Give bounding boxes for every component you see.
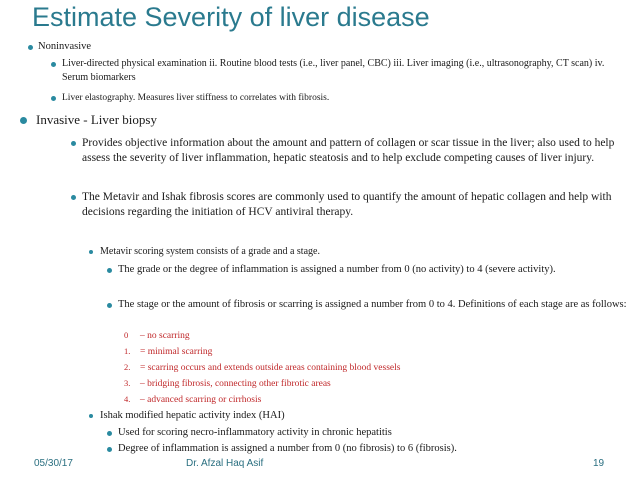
- bullet-dot-icon: [89, 414, 93, 418]
- noninvasive-item-1-text: Liver-directed physical examination ii. Routine blood tests (i.e., liver panel, CBC) iii. Liver imaging (i.e., ultrasonography, CT scan) iv. Serum biomarkers: [62, 58, 605, 83]
- stage-4-text: – advanced scarring or cirrhosis: [140, 395, 262, 405]
- stage-3-number: 3.: [124, 378, 131, 388]
- stage-2-text: = scarring occurs and extends outside areas containing blood vessels: [140, 363, 401, 373]
- ishak-item-2-text: Degree of inflammation is assigned a number from 0 (no fibrosis) to 6 (fibrosis).: [118, 443, 457, 454]
- noninvasive-item-1: [62, 57, 622, 85]
- bullet-invasive: [36, 112, 157, 128]
- ishak-heading: Ishak modified hepatic activity index (HAI): [100, 410, 285, 421]
- ishak-item-1-text: Used for scoring necro-inflammatory activity in chronic hepatitis: [118, 427, 392, 438]
- invasive-item-2: [82, 190, 622, 220]
- invasive-item-1: [82, 136, 627, 166]
- stage-1-text: = minimal scarring: [140, 347, 213, 357]
- metavir-stage: [118, 298, 628, 312]
- ishak-heading-item: [100, 409, 285, 423]
- metavir-heading: Metavir scoring system consists of a grade and a stage.: [100, 246, 320, 257]
- stage-0-text: – no scarring: [140, 331, 190, 341]
- noninvasive-heading: Noninvasive: [38, 41, 92, 52]
- invasive-item-2-text: The Metavir and Ishak fibrosis scores are commonly used to quantify the amount of hepatic collagen and help with decisions regarding the initiation of HCV antiviral therapy.: [82, 191, 612, 218]
- ishak-item-1: [118, 426, 628, 440]
- stage-0-number: 0: [124, 330, 129, 340]
- bullet-noninvasive: [38, 40, 91, 54]
- bullet-dot-icon: [28, 45, 33, 50]
- noninvasive-item-2-text: Liver elastography. Measures liver stiffness to correlates with fibrosis.: [62, 93, 330, 103]
- bullet-dot-icon: [51, 62, 56, 67]
- bullet-dot-icon: [107, 431, 112, 436]
- footer-date: 05/30/17: [34, 458, 73, 469]
- stage-4-number: 4.: [124, 394, 131, 404]
- footer-page-number: 19: [593, 458, 605, 469]
- metavir-grade-text: The grade or the degree of inflammation is assigned a number from 0 (no activity) to 4 (severe activity).: [118, 264, 556, 275]
- metavir-heading-item: [100, 245, 320, 259]
- stage-3-text: – bridging fibrosis, connecting other fibrotic areas: [140, 379, 331, 389]
- slide-title: Estimate Severity of liver disease: [32, 2, 430, 32]
- bullet-dot-icon: [107, 303, 112, 308]
- bullet-dot-icon: [20, 117, 27, 124]
- stage-2-number: 2.: [124, 362, 131, 372]
- ishak-item-2: [118, 442, 628, 456]
- bullet-dot-icon: [51, 96, 56, 101]
- bullet-dot-icon: [71, 195, 76, 200]
- bullet-dot-icon: [107, 447, 112, 452]
- invasive-heading: Invasive - Liver biopsy: [36, 112, 157, 127]
- metavir-grade: [118, 263, 628, 277]
- bullet-dot-icon: [71, 141, 76, 146]
- metavir-stage-text: The stage or the amount of fibrosis or scarring is assigned a number from 0 to 4. Definitions of each stage are as follows:: [118, 299, 627, 310]
- noninvasive-item-2: [62, 91, 622, 105]
- bullet-dot-icon: [107, 268, 112, 273]
- footer-author: Dr. Afzal Haq Asif: [186, 458, 264, 469]
- invasive-item-1-text: Provides objective information about the amount and pattern of collagen or scar tissue in the liver; also used to help assess the severity of liver inflammation, hepatic steatosis and to help exclude competing causes of liver injury.: [82, 137, 615, 164]
- stage-1-number: 1.: [124, 346, 131, 356]
- bullet-dot-icon: [89, 250, 93, 254]
